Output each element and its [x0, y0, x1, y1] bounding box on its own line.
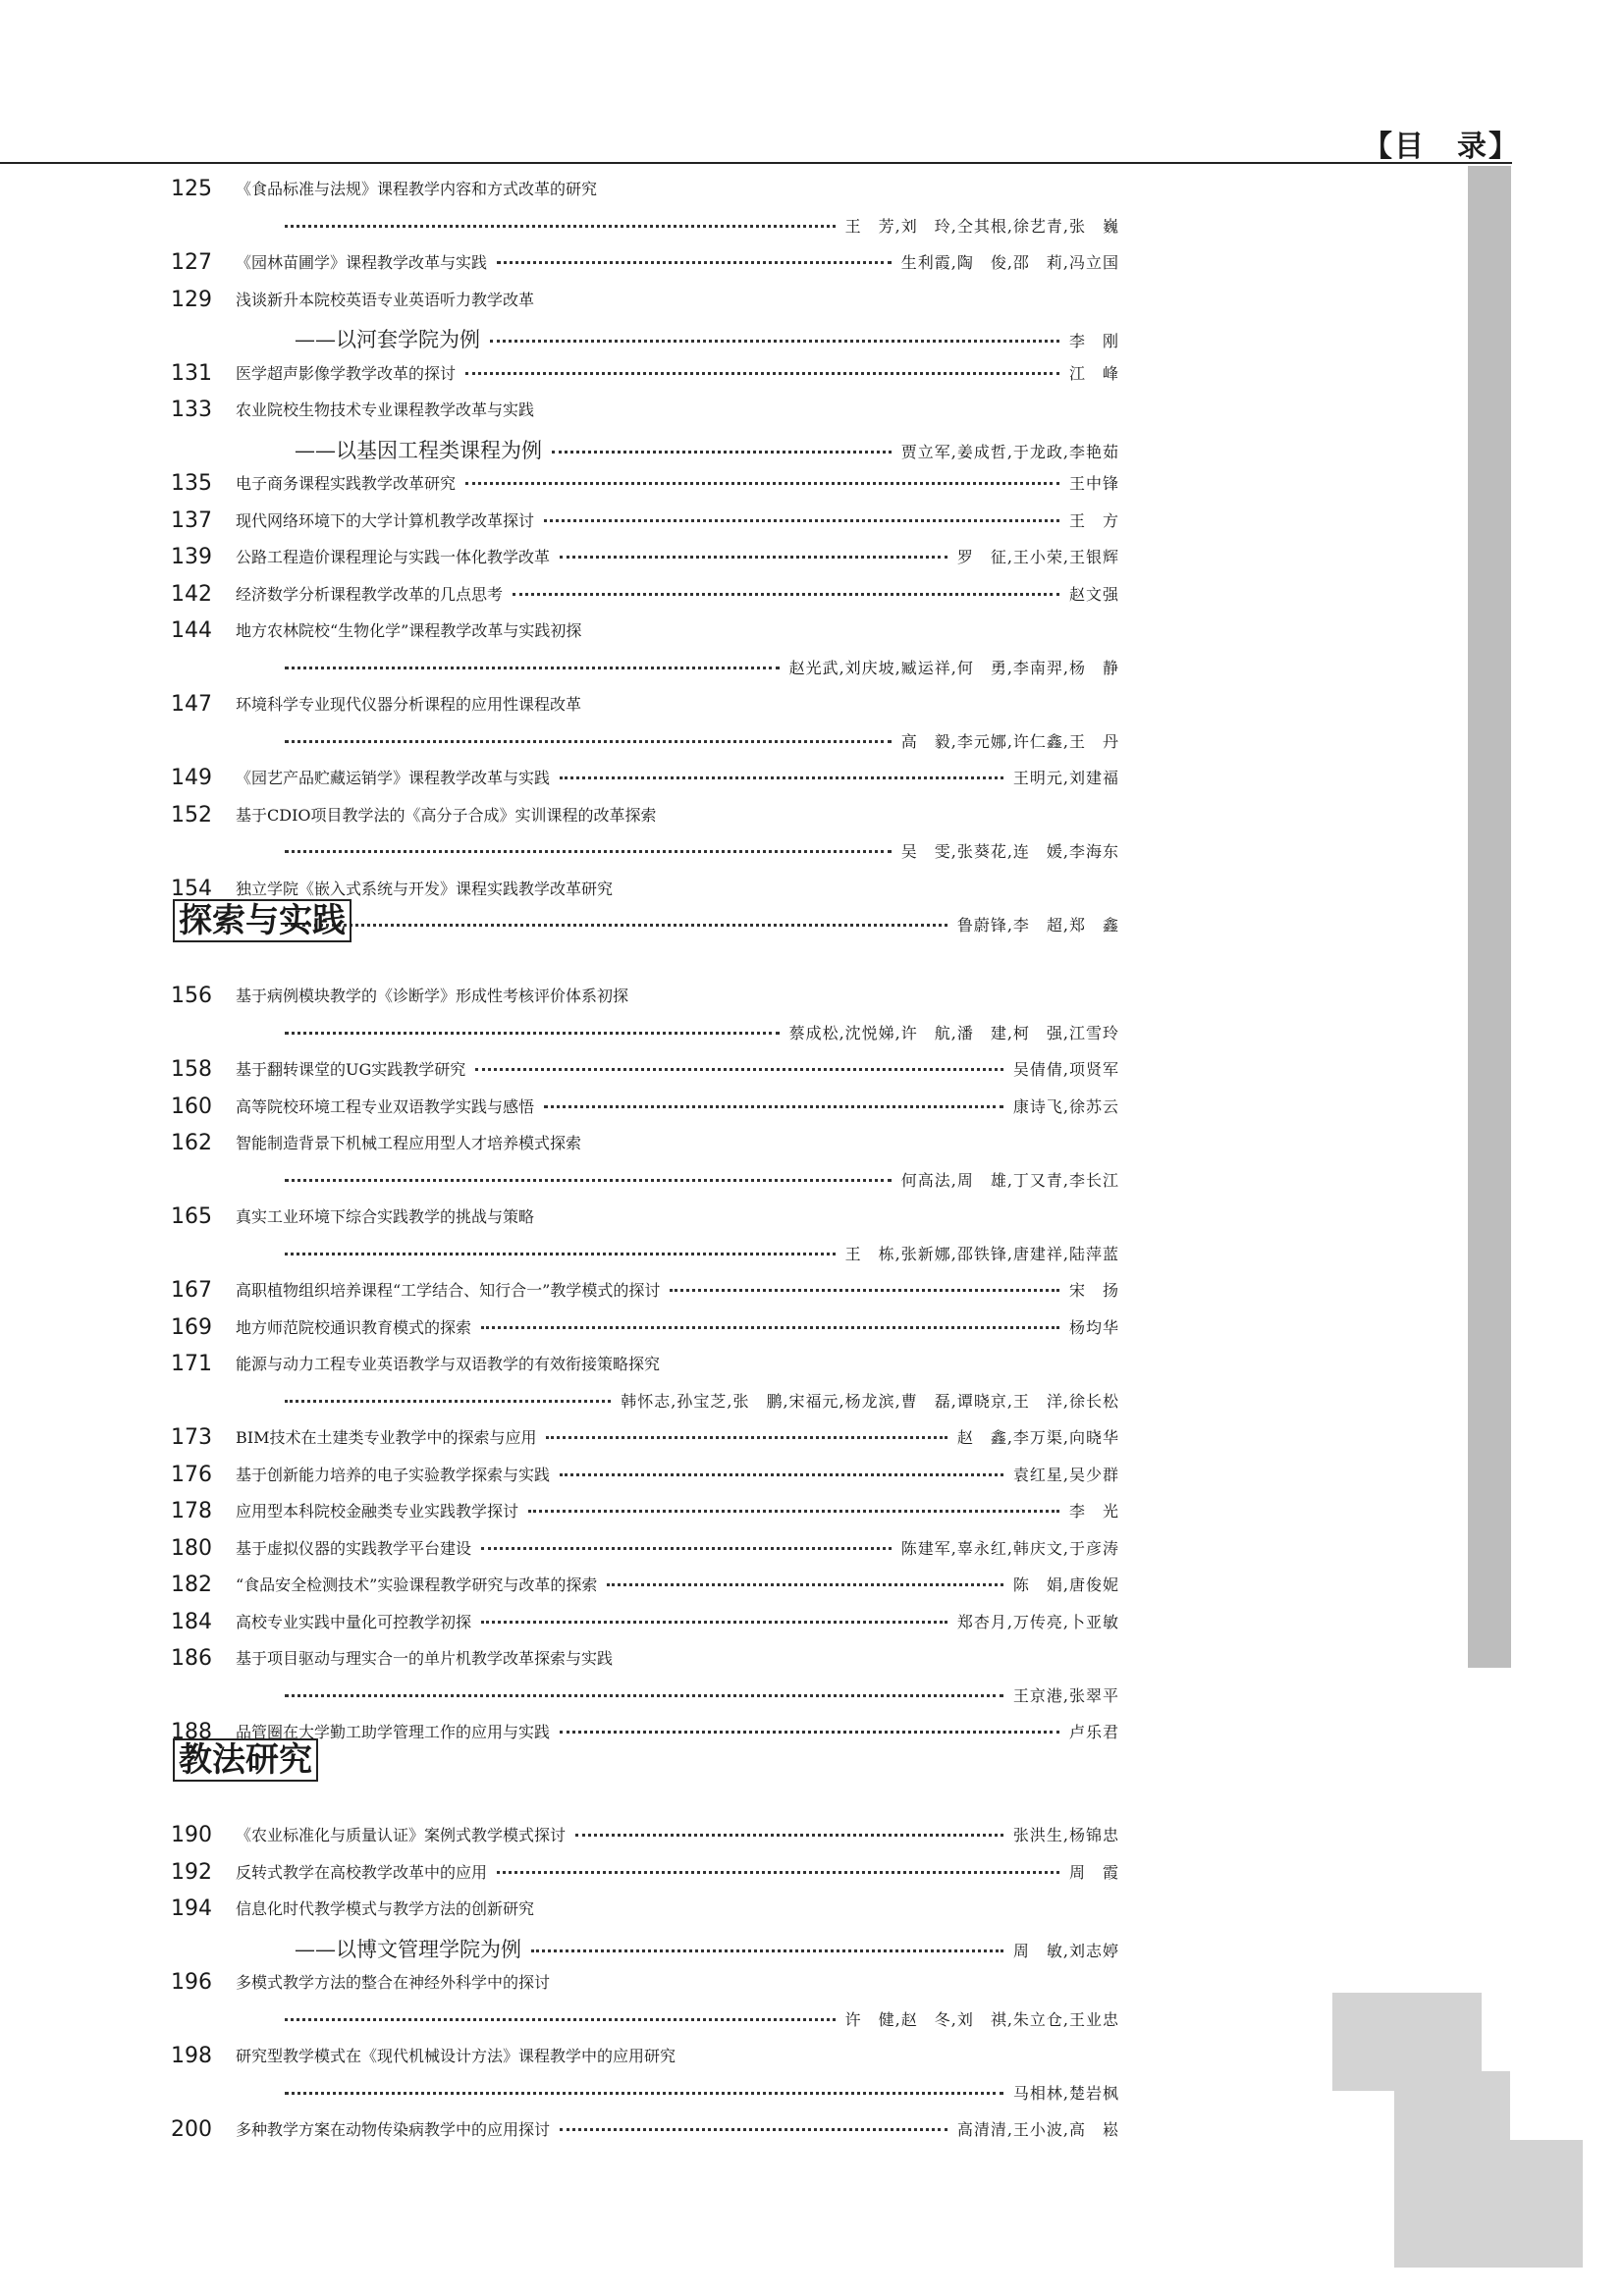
entry-page-number: 165 [171, 1204, 212, 1229]
entry-page-number: 169 [171, 1314, 212, 1340]
entry-authors: 杨均华 [1068, 1317, 1119, 1337]
entry-page-number: 188 [171, 1720, 212, 1744]
toc-entry-line [236, 2007, 1119, 2030]
entry-authors: 蔡成松,沈悦娣,许 航,潘 建,柯 强,江雪玲 [788, 1023, 1119, 1042]
entry-authors: 赵 鑫,李万渠,向晓华 [956, 1428, 1119, 1447]
entry-page-number: 200 [171, 2117, 212, 2142]
toc-entry-line [236, 1425, 1119, 1448]
leader-dots [285, 1386, 611, 1403]
entry-authors: 鲁蔚锋,李 超,郑 鑫 [956, 916, 1119, 934]
toc-entry-line [236, 1683, 1119, 1706]
toc-entry-line [236, 839, 1119, 862]
entry-authors: 赵光武,刘庆坡,臧运祥,何 勇,李南羿,杨 静 [788, 658, 1119, 677]
entry-page-number: 133 [171, 398, 212, 422]
entry-title: 高职植物组织培养课程“工学结合、知行合一”教学模式的探讨 [236, 1281, 661, 1300]
leader-dots [475, 1054, 1003, 1071]
leader-dots [285, 1239, 836, 1255]
toc-entry-line [236, 2081, 1119, 2104]
toc-entry-line [236, 250, 1119, 273]
entry-page-number: 131 [171, 360, 212, 386]
entry-page-number: 147 [171, 692, 212, 717]
entry-title: 基于病例模块教学的《诊断学》形成性考核评价体系初探 [236, 987, 629, 1005]
entry-title: 基于项目驱动与理实合一的单片机教学改革探索与实践 [236, 1649, 614, 1668]
entry-title: 地方农林院校“生物化学”课程教学改革与实践初探 [236, 621, 582, 640]
entry-title: 真实工业环境下综合实践教学的挑战与策略 [236, 1207, 535, 1226]
entry-page-number: 167 [171, 1278, 212, 1303]
toc-entry-line [236, 1720, 1119, 1742]
entry-title: BIM技术在土建类专业教学中的探索与应用 [236, 1428, 537, 1447]
toc-entry-line [236, 1499, 1119, 1522]
entry-page-number: 196 [171, 1970, 212, 1995]
leader-dots [285, 1165, 892, 1182]
leader-dots [546, 1422, 947, 1439]
entry-page-number: 186 [171, 1646, 212, 1671]
leader-dots [465, 358, 1059, 375]
decor-square [1394, 2140, 1583, 2268]
leader-dots [552, 437, 892, 454]
leader-dots [560, 763, 1003, 779]
entry-page-number: 135 [171, 471, 212, 496]
entry-page-number: 171 [171, 1352, 212, 1376]
leader-dots [490, 326, 1059, 343]
section-heading: 探索与实践 [173, 899, 352, 942]
toc-entry-line [236, 1573, 1119, 1595]
entry-authors: 周 敏,刘志婷 [1012, 1941, 1119, 1960]
leader-dots [465, 468, 1059, 485]
entry-page-number: 158 [171, 1057, 212, 1082]
leader-dots [560, 1460, 1003, 1476]
entry-page-number: 139 [171, 545, 212, 569]
entry-title: 《园艺产品贮藏运销学》课程教学改革与实践 [236, 769, 551, 787]
entry-page-number: 178 [171, 1499, 212, 1523]
toc-entry-line [236, 1315, 1119, 1338]
entry-page-number: 194 [171, 1896, 212, 1921]
entry-title: 多种教学方案在动物传染病教学中的应用探讨 [236, 2120, 551, 2139]
leader-dots [497, 1857, 1059, 1874]
entry-authors: 高清清,王小波,高 崧 [956, 2120, 1119, 2139]
toc-entry-line [236, 1934, 1119, 1963]
entry-page-number: 184 [171, 1609, 212, 1634]
entry-title: 能源与动力工程专业英语教学与双语教学的有效衔接策略探究 [236, 1355, 661, 1373]
entry-page-number: 137 [171, 507, 212, 533]
entry-authors: 周 霞 [1068, 1862, 1119, 1882]
entry-authors: 何高法,周 雄,丁又青,李长江 [900, 1170, 1119, 1190]
leader-dots [560, 1717, 1059, 1734]
entry-authors: 江 峰 [1068, 363, 1119, 383]
leader-dots [285, 1018, 780, 1035]
entry-authors: 陈 娟,唐俊妮 [1012, 1575, 1119, 1594]
entry-authors: 王 芳,刘 玲,仝其根,徐艺青,张 巍 [844, 216, 1119, 236]
toc-entry-line [236, 656, 1119, 678]
entry-title: 高校专业实践中量化可控教学初探 [236, 1612, 472, 1631]
toc-entry-line [236, 1057, 1119, 1080]
toc-entry-line [236, 324, 1119, 353]
toc-entry-line [236, 1536, 1119, 1559]
toc-entry-line [236, 471, 1119, 494]
entry-authors: 吴倩倩,项贤军 [1012, 1060, 1119, 1079]
entry-page-number: 173 [171, 1425, 212, 1450]
leader-dots [607, 1570, 1003, 1586]
entry-title: 基于翻转课堂的UG实践教学研究 [236, 1060, 466, 1079]
toc-entry-line [236, 1610, 1119, 1632]
leader-dots [285, 836, 892, 853]
toc-entry-line [236, 1095, 1119, 1117]
entry-title: 公路工程造价课程理论与实践一体化教学改革 [236, 548, 551, 566]
entry-title: 反转式教学在高校教学改革中的应用 [236, 1862, 488, 1882]
entry-title: 基于创新能力培养的电子实验教学探索与实践 [236, 1465, 551, 1484]
entry-page-number: 152 [171, 802, 212, 828]
entry-authors: 李 刚 [1068, 332, 1119, 350]
leader-dots [544, 1092, 1003, 1108]
toc-entry-line [236, 435, 1119, 464]
entry-title: 医学超声影像学教学改革的探讨 [236, 363, 457, 383]
entry-title: 基于虚拟仪器的实践教学平台建设 [236, 1538, 472, 1558]
section-heading: 教法研究 [173, 1738, 318, 1782]
leader-dots [670, 1275, 1059, 1292]
entry-authors: 生利霞,陶 俊,邵 莉,冯立国 [900, 253, 1119, 272]
toc-entry-line [236, 2117, 1119, 2140]
leader-dots [513, 579, 1059, 596]
entry-title: 高等院校环境工程专业双语教学实践与感悟 [236, 1096, 535, 1116]
entry-authors: 张洪生,杨锦忠 [1012, 1826, 1119, 1844]
entry-subtitle: ——以博文管理学院为例 [295, 1937, 521, 1961]
entry-title: 电子商务课程实践教学改革研究 [236, 474, 457, 493]
entry-authors: 陈建军,辜永红,韩庆文,于彦涛 [900, 1538, 1119, 1558]
entry-title: 信息化时代教学模式与教学方法的创新研究 [236, 1899, 535, 1918]
entry-authors: 马相林,楚岩枫 [1012, 2083, 1119, 2103]
leader-dots [285, 910, 947, 927]
entry-authors: 李 光 [1068, 1502, 1119, 1521]
entry-title: 地方师范院校通识教育模式的探索 [236, 1317, 472, 1337]
entry-page-number: 176 [171, 1462, 212, 1487]
leader-dots [560, 2114, 947, 2131]
leader-dots [285, 2004, 836, 2021]
entry-authors: 赵文强 [1068, 584, 1119, 604]
entry-page-number: 182 [171, 1573, 212, 1597]
toc-entry-line [236, 1823, 1119, 1845]
entry-page-number: 156 [171, 984, 212, 1008]
entry-authors: 王明元,刘建福 [1012, 769, 1119, 787]
entry-page-number: 160 [171, 1094, 212, 1119]
entry-title: 品管圈在大学勤工助学管理工作的应用与实践 [236, 1723, 551, 1741]
leader-dots [575, 1820, 1003, 1837]
toc-entry-line [236, 545, 1119, 567]
entry-authors: 王 栋,张新娜,邵铁锋,唐建祥,陆萍蓝 [844, 1244, 1119, 1263]
side-gray-bar [1468, 166, 1511, 1668]
toc-entry-line [236, 766, 1119, 788]
entry-authors: 吴 雯,张葵花,连 媛,李海东 [900, 842, 1119, 861]
leader-dots [285, 653, 780, 669]
toc-entry-line [236, 1389, 1119, 1412]
entry-authors: 韩怀志,孙宝芝,张 鹏,宋福元,杨龙滨,曹 磊,谭晓京,王 洋,徐长松 [621, 1391, 1119, 1411]
leader-dots [285, 2078, 1003, 2095]
toc-entry-line [236, 1168, 1119, 1191]
leader-dots [285, 726, 892, 743]
entry-title: 《食品标准与法规》课程教学内容和方式改革的研究 [236, 180, 598, 198]
entry-authors: 许 健,赵 冬,刘 祺,朱立仓,王业忠 [844, 2009, 1119, 2029]
entry-title: 经济数学分析课程教学改革的几点思考 [236, 584, 504, 604]
entry-authors: 卢乐君 [1068, 1723, 1119, 1741]
entry-authors: 宋 扬 [1068, 1281, 1119, 1300]
entry-title: 《农业标准化与质量认证》案例式教学模式探讨 [236, 1826, 567, 1844]
leader-dots [481, 1533, 892, 1550]
entry-title: 智能制造背景下机械工程应用型人才培养模式探索 [236, 1134, 582, 1152]
entry-page-number: 127 [171, 250, 212, 275]
entry-page-number: 180 [171, 1535, 212, 1561]
header-label: 【目 录】 [1363, 130, 1520, 164]
entry-page-number: 125 [171, 177, 212, 201]
entry-page-number: 144 [171, 618, 212, 643]
entry-title: 农业院校生物技术专业课程教学改革与实践 [236, 400, 535, 419]
entry-title: 浅谈新升本院校英语专业英语听力教学改革 [236, 290, 535, 309]
entry-authors: 贾立军,姜成哲,于龙政,李艳茹 [900, 442, 1119, 461]
leader-dots [531, 1936, 1003, 1952]
toc-entry-line [236, 582, 1119, 605]
leader-dots [285, 1681, 1003, 1697]
leader-dots [528, 1496, 1059, 1513]
entry-title: “食品安全检测技术”实验课程教学研究与改革的探索 [236, 1575, 598, 1594]
entry-title: 环境科学专业现代仪器分析课程的应用性课程改革 [236, 695, 582, 714]
leader-dots [481, 1312, 1059, 1329]
entry-authors: 罗 征,王小荣,王银辉 [956, 548, 1119, 566]
entry-title: 《园林苗圃学》课程教学改革与实践 [236, 253, 488, 272]
entry-page-number: 190 [171, 1823, 212, 1847]
entry-authors: 郑杏月,万传亮,卜亚敏 [956, 1612, 1119, 1631]
leader-dots [481, 1607, 947, 1624]
entry-page-number: 149 [171, 766, 212, 790]
entry-authors: 王中锋 [1068, 474, 1119, 493]
toc-entry-line [236, 913, 1119, 935]
entry-authors: 袁红星,吴少群 [1012, 1465, 1119, 1484]
entry-page-number: 198 [171, 2044, 212, 2068]
entry-authors: 高 毅,李元娜,许仁鑫,王 丹 [900, 731, 1119, 751]
toc-entry-line [236, 361, 1119, 384]
entry-page-number: 154 [171, 876, 212, 901]
entry-page-number: 142 [171, 581, 212, 607]
toc-entry-line [236, 1860, 1119, 1883]
entry-page-number: 129 [171, 287, 212, 312]
entry-title: 多模式教学方法的整合在神经外科学中的探讨 [236, 1973, 551, 1992]
toc-entry-line [236, 1021, 1119, 1043]
entry-subtitle: ——以河套学院为例 [295, 328, 480, 351]
entry-authors: 王 方 [1068, 510, 1119, 530]
toc-entry-line [236, 1242, 1119, 1264]
header-rule [0, 162, 1512, 164]
entry-title: 应用型本科院校金融类专业实践教学探讨 [236, 1502, 519, 1521]
toc-entry-line [236, 1463, 1119, 1485]
entry-authors: 王京港,张翠平 [1012, 1685, 1119, 1705]
leader-dots [285, 211, 836, 228]
toc-entry-line [236, 1278, 1119, 1301]
leader-dots [560, 542, 947, 559]
entry-title: 现代网络环境下的大学计算机教学改革探讨 [236, 510, 535, 530]
entry-authors: 康诗飞,徐苏云 [1012, 1096, 1119, 1116]
toc-entry-line [236, 214, 1119, 237]
leader-dots [544, 506, 1059, 522]
leader-dots [497, 247, 892, 264]
entry-title: 基于CDIO项目教学法的《高分子合成》实训课程的改革探索 [236, 805, 657, 825]
entry-title: 研究型教学模式在《现代机械设计方法》课程教学中的应用研究 [236, 2047, 676, 2065]
entry-subtitle: ——以基因工程类课程为例 [295, 438, 542, 462]
entry-page-number: 162 [171, 1131, 212, 1155]
toc-entry-line [236, 508, 1119, 531]
toc-entry-line [236, 729, 1119, 752]
entry-title: 独立学院《嵌入式系统与开发》课程实践教学改革研究 [236, 879, 614, 898]
entry-page-number: 192 [171, 1859, 212, 1885]
